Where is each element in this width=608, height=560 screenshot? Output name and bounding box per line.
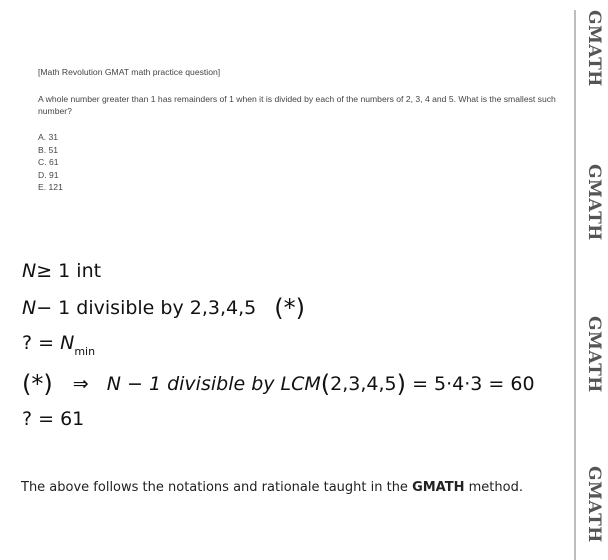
question-mark-eq: ? = <box>22 332 61 354</box>
answer: ? = 61 <box>22 408 85 430</box>
option-c: C. 61 <box>38 157 59 168</box>
question-block <box>38 66 558 194</box>
var-n: N <box>22 260 37 282</box>
star-tag: (*) <box>22 370 53 398</box>
min-subscript: min <box>74 345 96 358</box>
footnote <box>21 480 523 495</box>
implies-arrow: ⇒ <box>72 373 89 395</box>
solution-line-4: (*) ⇒ N − 1 divisible by LCM(2,3,4,5) = 5·4·3 = 60 <box>22 370 535 398</box>
var-n: N <box>22 297 37 319</box>
option-d: D. 91 <box>38 169 59 180</box>
option-b: B. 51 <box>38 144 59 155</box>
solution-line-2 <box>22 294 305 322</box>
footnote-suffix: method. <box>464 480 523 495</box>
watermark-1: GMATH <box>584 10 604 87</box>
question-text: A whole number greater than 1 has remainders of 1 when it is divided by each of the numbers of 2, 3, 4 and 5. What is the smallest such number? <box>38 94 556 116</box>
watermark-4: GMATH <box>584 466 604 543</box>
lcm-args: 2,3,4,5 <box>330 373 397 395</box>
footnote-prefix: The above follows the notations and rationale taught in the <box>21 480 413 495</box>
solution-line-3 <box>22 332 95 358</box>
watermark-3: GMATH <box>584 316 604 393</box>
var-n: N <box>60 332 75 354</box>
divisibility-text: − 1 divisible by 2,3,4,5 <box>36 297 257 319</box>
question-source: [Math Revolution GMAT math practice question] <box>38 67 221 77</box>
condition: ≥ 1 int <box>36 260 102 282</box>
footnote-brand: GMATH <box>412 480 465 495</box>
lcm-result: = 5·4·3 = 60 <box>406 373 535 395</box>
var-n: N <box>106 373 121 395</box>
solution-line-5 <box>22 408 84 430</box>
lcm-text: − 1 divisible by LCM <box>120 373 321 395</box>
watermark-2: GMATH <box>584 164 604 241</box>
solution-line-1 <box>22 260 101 282</box>
sidebar-divider <box>574 10 576 560</box>
option-e: E. 121 <box>38 182 63 193</box>
star-tag: (*) <box>274 294 306 322</box>
option-a: A. 31 <box>38 132 59 142</box>
